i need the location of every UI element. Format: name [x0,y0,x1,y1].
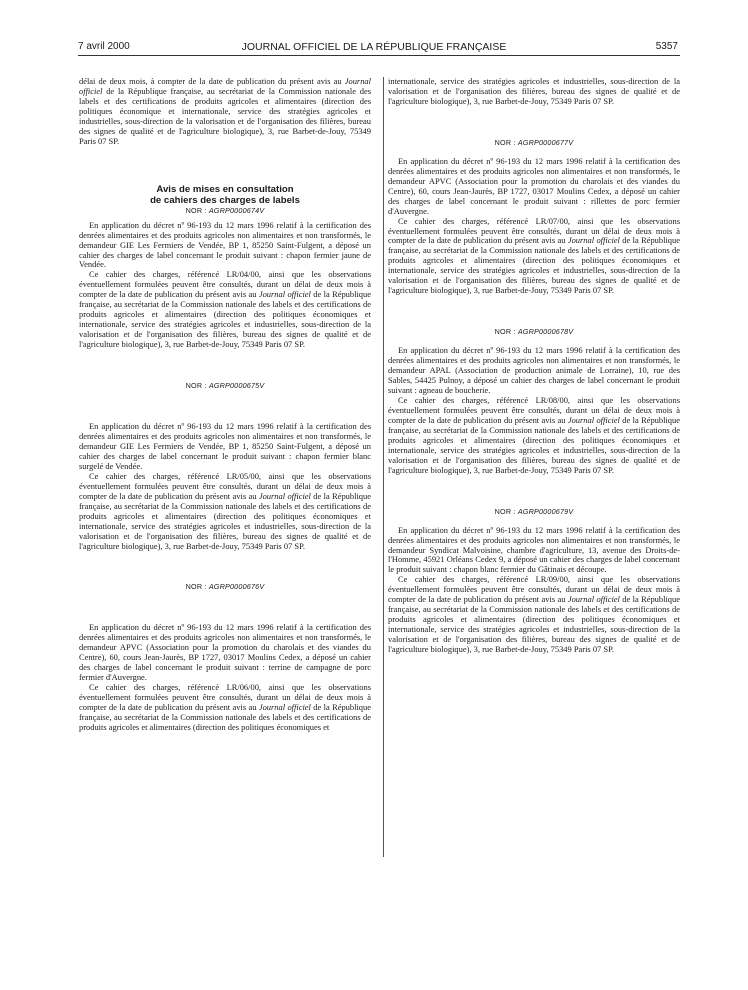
nor-reference: NOR : AGRP0000678V [494,327,574,337]
continued-paragraph: internationale, service des stratégies agricoles et industrielles, sous-direction de la valorisation et de l'organisation des filières, bureau des signes de qualité et de l'agriculture biologique), 3, rue Barbet-de-Jouy, 75349 Paris 07 SP. [388,76,680,106]
notice-paragraph: Ce cahier des charges, référencé LR/07/00, ainsi que les observations éventuellement formulées peuvent être consultés, durant un délai de deux mois à compter de la date de publication du présent avis au Journal officiel de la République française, au secrétariat de la Commission nationale des labels et des certifications de produits agricoles et alimentaires (direction des politiques économiques et internationale, service des stratégies agricoles et industrielles, sous-direction de la valorisation et de l'organisation des filières, bureau des signes de qualité et de l'agriculture biologique), 3, rue Barbet-de-Jouy, 75349 Paris 07 SP. [388,215,680,296]
section-title: Avis de mises en consultation de cahiers des charges de labels [150,183,300,206]
nor-reference: NOR : AGRP0000675V [185,381,265,391]
nor-reference: NOR : AGRP0000676V [185,582,265,592]
notice-paragraph: En application du décret nº 96-193 du 12 mars 1996 relatif à la certification des denrées alimentaires et des produits agricoles non alimentaires et non transformés, le demandeur Syndicat Malvoisine, chambre d'agriculture, 13, avenue des Droits-de-l'Homme, 45921 Orléans Cedex 9, a déposé un cahier des charges de label concernant le produit suivant : chapon blanc fermier du Gâtinais et découpe. [388,524,680,575]
nor-reference: NOR : AGRP0000677V [494,137,574,147]
nor-reference: NOR : AGRP0000679V [494,506,574,516]
header-page-number: 5357 [655,41,678,52]
notice-paragraph: Ce cahier des charges, référencé LR/08/00, ainsi que les observations éventuellement formulées peuvent être consultés, durant un délai de deux mois à compter de la date de publication du présent avis au Journal officiel de la République française, au secrétariat de la Commission nationale des labels et des certifications de produits agricoles et alimentaires (direction des politiques économiques et internationale, service des stratégies agricoles et industrielles, sous-direction de la valorisation et de l'organisation des filières, bureau des signes de qualité et de l'agriculture biologique), 3, rue Barbet-de-Jouy, 75349 Paris 07 SP. [388,394,680,475]
notice-paragraph: En application du décret nº 96-193 du 12 mars 1996 relatif à la certification des denrées alimentaires et des produits agricoles non alimentaires et non transformés, le demandeur APVC (Association pour la promotion du charolais et des viandes du Centre), 60, cours Jean-Jaurès, BP 1727, 03017 Moulins Cedex, a déposé un cahier des charges de label concernant le produit suivant : terrine de campagne de porc fermier d'Auvergne. [79,622,371,683]
notice-paragraph: En application du décret nº 96-193 du 12 mars 1996 relatif à la certification des denrées alimentaires et des produits agricoles non alimentaires et non transformés, le demandeur GIE Les Fermiers de Vendée, BP 1, 85250 Saint-Fulgent, a déposé un cahier des charges de label concernant le produit suivant : chapon fermier blanc surgelé de Vendée. [79,421,371,471]
nor-reference: NOR : AGRP0000674V [185,205,265,215]
right-column [388,77,680,655]
column-divider [383,77,384,857]
header-rule [78,55,680,56]
notice-paragraph: En application du décret nº 96-193 du 12 mars 1996 relatif à la certification des denrées alimentaires et des produits agricoles non alimentaires et non transformés, le demandeur GIE Les Fermiers de Vendée, BP 1, 85250 Saint-Fulgent, a déposé un cahier des charges de label concernant le produit suivant : chapon fermier jaune de Vendée. [79,219,371,270]
notice-paragraph: Ce cahier des charges, référencé LR/06/00, ainsi que les observations éventuellement formulées peuvent être consultés, durant un délai de deux mois à compter de la date de publication du présent avis au Journal officiel de la République française, au secrétariat de la Commission nationale des labels et des certifications de produits agricoles et alimentaires (direction des politiques économiques et [79,682,371,732]
header-date: 7 avril 2000 [78,41,130,52]
left-column [79,77,371,733]
notice-paragraph: Ce cahier des charges, référencé LR/05/00, ainsi que les observations éventuellement formulées peuvent être consultés, durant un délai de deux mois à compter de la date de publication du présent avis au Journal officiel de la République française, au secrétariat de la Commission nationale des labels et des certifications de produits agricoles et alimentaires (direction des politiques économiques et internationale, service des stratégies agricoles et industrielles, sous-direction de la valorisation et de l'organisation des filières, bureau des signes de qualité et de l'agriculture biologique), 3, rue Barbet-de-Jouy, 75349 Paris 07 SP. [79,470,371,551]
notice-paragraph: En application du décret nº 96-193 du 12 mars 1996 relatif à la certification des denrées alimentaires et des produits agricoles non alimentaires et non transformés, le demandeur APAL (Association de production animale de Lorraine), 10, rue des Sables, 54425 Pulnoy, a déposé un cahier des charges de label concernant le produit suivant : agneau de boucherie. [388,345,680,396]
continued-paragraph: délai de deux mois, à compter de la date de publication du présent avis au Journal officiel de la République française, au secrétariat de la Commission nationale des labels et des certifications de produits agricoles et alimentaires (direction des politiques économique et internationale, service des stratégies agricoles et industrielles, sous-direction de la valorisation et de l'organisation des filières, bureau des signes de qualité et de l'agriculture biologique), 3, rue Barbet-de-Jouy, 75349 Paris 07 SP. [79,76,371,146]
notice-paragraph: Ce cahier des charges, référencé LR/09/00, ainsi que les observations éventuellement formulées peuvent être consultés, durant un délai de deux mois à compter de la date de publication du présent avis au Journal officiel de la République française, au secrétariat de la Commission nationale des labels et des certifications de produits agricoles et alimentaires (direction des politiques économiques et internationale, service des stratégies agricoles et industrielles, sous-direction de la valorisation et de l'organisation des filières, bureau des signes de qualité et de l'agriculture biologique), 3, rue Barbet-de-Jouy, 75349 Paris 07 SP. [388,574,680,655]
notice-paragraph: Ce cahier des charges, référencé LR/04/00, ainsi que les observations éventuellement formulées peuvent être consultés, durant un délai de deux mois à compter de la date de publication du présent avis au Journal officiel de la République française, au secrétariat de la Commission nationale des labels et des certifications de produits agricoles et alimentaires (direction des politiques économiques et internationale, service des stratégies agricoles et industrielles, sous-direction de la valorisation et de l'organisation des filières, bureau des signes de qualité et de l'agriculture biologique), 3, rue Barbet-de-Jouy, 75349 Paris 07 SP. [79,269,371,350]
header-journal-title: JOURNAL OFFICIEL DE LA RÉPUBLIQUE FRANÇAISE [241,41,507,53]
notice-paragraph: En application du décret nº 96-193 du 12 mars 1996 relatif à la certification des denrées alimentaires et des produits agricoles non alimentaires et non transformés, le demandeur APVC (Association pour la promotion du charolais et des viandes du Centre), 60, cours Jean-Jaurès, BP 1727, 03017 Moulins Cedex, a déposé un cahier des charges de label concernant le produit suivant : rillettes de porc fermier d'Auvergne. [388,155,680,216]
